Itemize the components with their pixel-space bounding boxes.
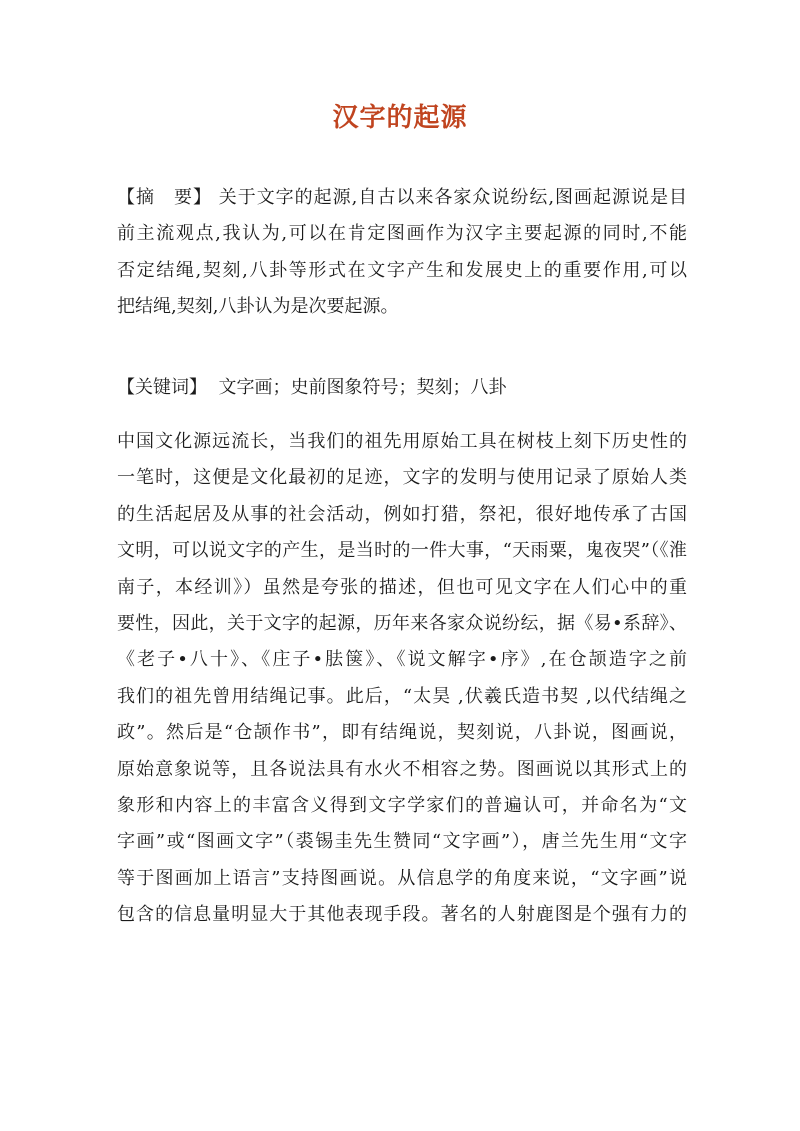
body-line: 象形和内容上的丰富含义得到文字学家们的普遍认可，并命名为“文 — [117, 794, 687, 816]
body-line: 包含的信息量明显大于其他表现手段。著名的人射鹿图是个强有力的 — [117, 904, 687, 926]
body-line: 等于图画加上语言”支持图画说。从信息学的角度来说，“文字画”说 — [117, 867, 687, 889]
body-line: 文明，可以说文字的产生，是当时的一件大事，“天雨粟，鬼夜哭”（《淮 — [117, 540, 687, 562]
body-line: 原始意象说等，且各说法具有水火不相容之势。图画说以其形式上的 — [117, 758, 687, 780]
body-line: 要性，因此，关于文字的起源，历年来各家众说纷纭，据《易•系辞》、 — [117, 612, 687, 634]
body-paragraph — [117, 424, 687, 933]
keywords-text: 文字画；史前图象符号；契刻；八卦 — [218, 377, 507, 398]
abstract-line — [117, 180, 687, 216]
abstract-line: 前主流观点,我认为,可以在肯定图画作为汉字主要起源的同时,不能 — [117, 223, 687, 245]
body-line: 《老子•八十》、《庄子•胠箧》、《说文解字•序》,在仓颉造字之前 — [117, 649, 687, 671]
document-title: 汉字的起源 — [332, 103, 468, 133]
abstract-line: 否定结绳,契刻,八卦等形式在文字产生和发展史上的重要作用,可以 — [117, 259, 687, 281]
body-line: 字画”或“图画文字”（裘锡圭先生赞同“文字画”），唐兰先生用“文字 — [117, 831, 687, 853]
body-line: 的生活起居及从事的社会活动，例如打猎，祭祀，很好地传承了古国 — [117, 503, 687, 525]
body-line: 政”。然后是“仓颉作书”，即有结绳说，契刻说，八卦说，图画说， — [117, 722, 687, 744]
body-line: 南子，本经训》）虽然是夸张的描述，但也可见文字在人们心中的重 — [117, 576, 687, 598]
abstract-label: 【摘 要】 — [117, 187, 212, 208]
keywords-section — [117, 370, 687, 406]
abstract-section — [117, 180, 687, 326]
body-line: 一笔时，这便是文化最初的足迹，文字的发明与使用记录了原始人类 — [117, 467, 687, 489]
keywords-line — [117, 370, 687, 406]
keywords-label: 【关键词】 — [117, 377, 207, 398]
abstract-line: 把结绳,契刻,八卦认为是次要起源。 — [117, 296, 399, 318]
body-line: 中国文化源远流长，当我们的祖先用原始工具在树枝上刻下历史性的 — [117, 431, 687, 452]
abstract-text: 关于文字的起源,自古以来各家众说纷纭,图画起源说是目 — [218, 187, 687, 208]
body-line: 我们的祖先曾用结绳记事。此后，“太昊 ,伏羲氏造书契 ,以代结绳之 — [117, 685, 687, 707]
